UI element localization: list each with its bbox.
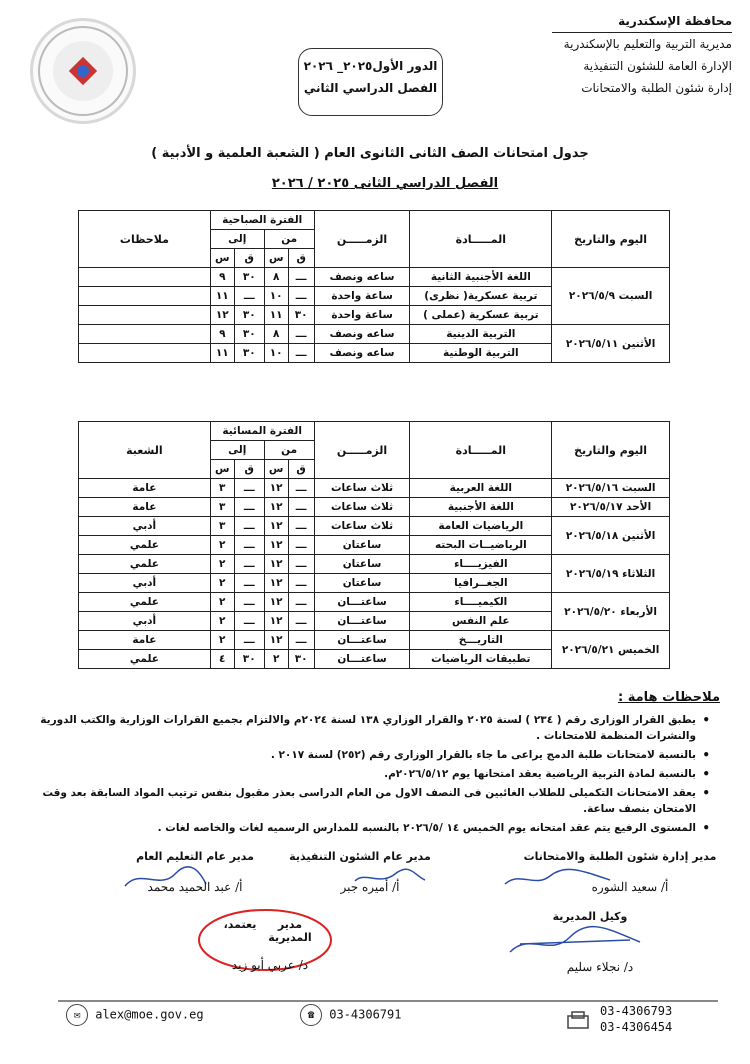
governorate: محافظة الإسكندرية	[552, 10, 732, 33]
to-hour: ٩	[210, 325, 234, 344]
col-period: الفترة المسائية	[210, 422, 314, 441]
to-min: ٣٠	[234, 268, 264, 287]
from-min: ـــ	[288, 268, 314, 287]
subject-cell: التاريـــخ	[410, 631, 552, 650]
subject-cell: اللغة العربية	[410, 479, 552, 498]
from-min: ـــ	[288, 536, 314, 555]
page-title: جدول امتحانات الصف الثانى الثانوى العام ( الشعبة العلمية و الأدبية )	[151, 146, 589, 161]
to-min: ـــ	[234, 612, 264, 631]
from-hour: ١٢	[264, 593, 288, 612]
exam-round: الدور الأول٢٠٢٥_ ٢٠٢٦	[303, 59, 438, 73]
subject-cell: التربية الوطنية	[410, 344, 552, 363]
notes-list	[32, 712, 712, 839]
from-min: ـــ	[288, 612, 314, 631]
to-min: ـــ	[234, 574, 264, 593]
col-notes: ملاحظات	[79, 211, 211, 268]
morning-schedule-table	[78, 210, 670, 363]
from-hour: ١٢	[264, 517, 288, 536]
col-to-min: ق	[234, 249, 264, 268]
col-to-min: ق	[234, 460, 264, 479]
table-row	[79, 479, 670, 498]
from-hour: ١٢	[264, 555, 288, 574]
from-min: ـــ	[288, 287, 314, 306]
note-item: • يطبق القرار الوزارى رقم ( ٢٣٤ ) لسنة ٢٠٢٥ والقرار الوزاري ١٣٨ لسنة ٢٠٢٤م والالتزام بجميع القرارات الوزارية والكتب الدورية والنشرات المنظمة للامتحانات .	[32, 712, 696, 744]
subject-cell: التربية الدينية	[410, 325, 552, 344]
day-cell: الأحد ٢٠٢٦/٥/١٧	[552, 498, 670, 517]
branch-cell: علمي	[79, 650, 211, 669]
subject-cell: اللغة الأجنبية	[410, 498, 552, 517]
subject-cell: الكيميــــاء	[410, 593, 552, 612]
sig3-name: أ/ عبد الحميد محمد	[147, 880, 243, 894]
duration-cell: ساعتـــان	[314, 612, 410, 631]
fax-icon	[566, 1010, 590, 1036]
footer-phone[interactable]	[300, 1004, 401, 1026]
from-min: ـــ	[288, 574, 314, 593]
subject-cell: اللغة الأجنبية الثانية	[410, 268, 552, 287]
from-min: ـــ	[288, 325, 314, 344]
note-cell	[79, 306, 211, 325]
branch-cell: علمي	[79, 593, 211, 612]
to-hour: ٢	[210, 574, 234, 593]
note-item: • المستوى الرفيع يتم عقد امتحانه يوم الخميس ١٤ /٢٠٢٦/٥ بالنسبه للمدارس الرسميه لغات والخاصه لغات .	[32, 820, 696, 836]
table-row	[79, 593, 670, 612]
table-row	[79, 325, 670, 344]
to-hour: ٢	[210, 555, 234, 574]
branch-cell: أدبي	[79, 517, 211, 536]
exam-round-box	[298, 48, 443, 116]
from-hour: ١٢	[264, 574, 288, 593]
col-from-hour: س	[264, 249, 288, 268]
duration-cell: ساعه ونصف	[314, 325, 410, 344]
note-cell	[79, 268, 211, 287]
duration-cell: ساعة واحدة	[314, 306, 410, 325]
table-row	[79, 268, 670, 287]
subject-cell: الرياضيــات البحته	[410, 536, 552, 555]
from-min: ٣٠	[288, 650, 314, 669]
to-min: ٣٠	[234, 325, 264, 344]
col-from-min: ق	[288, 249, 314, 268]
sig1-name: أ/ سعيد الشوره	[591, 880, 669, 894]
from-hour: ٢	[264, 650, 288, 669]
branch-cell: عامة	[79, 631, 211, 650]
email-text: alex@moe.gov.eg	[95, 1007, 204, 1022]
table-row	[79, 555, 670, 574]
from-hour: ٨	[264, 325, 288, 344]
subject-cell: علم النفس	[410, 612, 552, 631]
duration-cell: ساعه ونصف	[314, 344, 410, 363]
note-cell	[79, 325, 211, 344]
page-subtitle: الفصل الدراسي الثانى ٢٠٢٥ / ٢٠٢٦	[271, 176, 499, 191]
day-cell: الثلاثاء ٢٠٢٦/٥/١٩	[552, 555, 670, 593]
duration-cell: ساعه ونصف	[314, 268, 410, 287]
to-hour: ٣	[210, 517, 234, 536]
from-min: ـــ	[288, 593, 314, 612]
to-hour: ٢	[210, 631, 234, 650]
duration-cell: ساعتان	[314, 574, 410, 593]
duration-cell: ساعتـــان	[314, 650, 410, 669]
branch-cell: عامة	[79, 498, 211, 517]
logo	[30, 18, 136, 124]
col-subject: المـــــادة	[410, 211, 552, 268]
to-hour: ١٢	[210, 306, 234, 325]
day-cell: السبت ٢٠٢٦/٥/٩	[552, 268, 670, 325]
col-subject: المـــــادة	[410, 422, 552, 479]
from-hour: ١٢	[264, 498, 288, 517]
to-min: ٣٠	[234, 650, 264, 669]
sig4-name: د/ نجلاء سليم	[566, 960, 634, 974]
to-min: ـــ	[234, 631, 264, 650]
to-min: ـــ	[234, 536, 264, 555]
from-hour: ٨	[264, 268, 288, 287]
branch-cell: أدبي	[79, 612, 211, 631]
from-min: ـــ	[288, 517, 314, 536]
col-to: إلى	[210, 230, 264, 249]
to-hour: ٢	[210, 536, 234, 555]
to-hour: ٣	[210, 479, 234, 498]
from-hour: ١١	[264, 306, 288, 325]
branch-cell: علمي	[79, 555, 211, 574]
sig5-name: د/ عربي أبو زيد	[231, 958, 309, 972]
subject-cell: الجغــرافيا	[410, 574, 552, 593]
note-cell	[79, 344, 211, 363]
subject-cell: تطبيقات الرياضيات	[410, 650, 552, 669]
to-hour: ٢	[210, 593, 234, 612]
sig2-name: أ/ أميره جبر	[340, 880, 400, 894]
from-hour: ١٢	[264, 479, 288, 498]
col-from-min: ق	[288, 460, 314, 479]
to-min: ٣٠	[234, 344, 264, 363]
fax-number-2: 03-4306454	[600, 1020, 673, 1034]
from-min: ـــ	[288, 555, 314, 574]
from-min: ٣٠	[288, 306, 314, 325]
col-from: من	[264, 230, 314, 249]
to-hour: ٣	[210, 498, 234, 517]
fax-number-1: 03-4306793	[600, 1004, 673, 1018]
email-icon: ✉	[66, 1004, 88, 1026]
col-duration: الزمـــــن	[314, 422, 410, 479]
duration-cell: ساعة واحدة	[314, 287, 410, 306]
day-cell: الأربعاء ٢٠٢٦/٥/٢٠	[552, 593, 670, 631]
duration-cell: ثلاث ساعات	[314, 498, 410, 517]
to-min: ـــ	[234, 517, 264, 536]
from-hour: ١٢	[264, 536, 288, 555]
to-hour: ٩	[210, 268, 234, 287]
subject-cell: تربية عسكرية( نظرى)	[410, 287, 552, 306]
day-cell: الخميس ٢٠٢٦/٥/٢١	[552, 631, 670, 669]
sig3-title: مدير عام التعليم العام	[136, 850, 254, 863]
day-cell: السبت ٢٠٢٦/٥/١٦	[552, 479, 670, 498]
sig1-title: مدير إدارة شئون الطلبة والامتحانات	[523, 850, 717, 863]
note-item: • بالنسبة لامتحانات طلبة الدمج يراعى ما جاء بالقرار الوزارى رقم (٢٥٢) لسنة ٢٠١٧ .	[32, 747, 696, 763]
from-min: ـــ	[288, 498, 314, 517]
sig2-title: مدير عام الشئون التنفيذية	[289, 850, 431, 863]
from-min: ـــ	[288, 631, 314, 650]
semester: الفصل الدراسي الثاني	[303, 81, 438, 95]
to-min: ـــ	[234, 555, 264, 574]
subject-cell: الفيزيــــاء	[410, 555, 552, 574]
col-to: إلى	[210, 441, 264, 460]
duration-cell: ثلاث ساعات	[314, 479, 410, 498]
to-min: ـــ	[234, 593, 264, 612]
duration-cell: ساعتـــان	[314, 593, 410, 612]
from-hour: ١٢	[264, 631, 288, 650]
duration-cell: ساعتان	[314, 555, 410, 574]
to-min: ٣٠	[234, 306, 264, 325]
col-day: اليوم والتاريخ	[552, 211, 670, 268]
note-cell	[79, 287, 211, 306]
day-cell: الأثنين ٢٠٢٦/٥/١٨	[552, 517, 670, 555]
to-hour: ٤	[210, 650, 234, 669]
duration-cell: ثلاث ساعات	[314, 517, 410, 536]
note-item: • يعقد الامتحانات التكميلى للطلاب الغائبين فى النصف الاول من العام الدراسى بعذر مقبول بنفس ترتيب المواد السابقة بعد وقت الامتحان بنصف ساعة.	[32, 785, 696, 817]
table-row	[79, 631, 670, 650]
table-row	[79, 517, 670, 536]
col-branch: الشعبة	[79, 422, 211, 479]
from-hour: ١٠	[264, 344, 288, 363]
col-from: من	[264, 441, 314, 460]
subject-cell: الرياضيات العامة	[410, 517, 552, 536]
to-hour: ١١	[210, 287, 234, 306]
phone-icon: ☎	[300, 1004, 322, 1026]
note-item: • بالنسبة لمادة التربية الرياضية يعقد امتحانها يوم ٢٠٢٦/٥/١٢م.	[32, 766, 696, 782]
from-min: ـــ	[288, 344, 314, 363]
to-min: ـــ	[234, 287, 264, 306]
from-min: ـــ	[288, 479, 314, 498]
footer-email[interactable]	[66, 1004, 204, 1026]
dept-name: إدارة شئون الطلبة والامتحانات	[581, 81, 732, 95]
directorate: مديرية التربية والتعليم بالإسكندرية	[563, 37, 732, 51]
duration-cell: ساعتـــان	[314, 631, 410, 650]
day-cell: الأثنين ٢٠٢٦/٥/١١	[552, 325, 670, 363]
sig4-title: وكيل المديرية	[552, 910, 628, 923]
col-period: الفترة الصباحية	[210, 211, 314, 230]
to-hour: ٢	[210, 612, 234, 631]
to-hour: ١١	[210, 344, 234, 363]
sig5-title: مدير المديرية	[268, 918, 312, 944]
header-block	[502, 10, 732, 99]
branch-cell: أدبي	[79, 574, 211, 593]
evening-schedule-table	[78, 421, 670, 669]
col-from-hour: س	[264, 460, 288, 479]
phone-text: 03-4306791	[329, 1007, 402, 1022]
admin-name: الإدارة العامة للشئون التنفيذية	[583, 59, 732, 73]
branch-cell: علمي	[79, 536, 211, 555]
col-duration: الزمـــــن	[314, 211, 410, 268]
signature-scribble-4	[500, 922, 650, 962]
subject-cell: تربية عسكرية (عملى )	[410, 306, 552, 325]
to-min: ـــ	[234, 479, 264, 498]
col-day: اليوم والتاريخ	[552, 422, 670, 479]
branch-cell: عامة	[79, 479, 211, 498]
duration-cell: ساعتان	[314, 536, 410, 555]
notes-title: ملاحظات هامة :	[618, 690, 720, 705]
from-hour: ١٠	[264, 287, 288, 306]
sig5-approve: يعتمد،	[223, 918, 257, 931]
from-hour: ١٢	[264, 612, 288, 631]
col-to-hour: س	[210, 249, 234, 268]
table-row	[79, 498, 670, 517]
col-to-hour: س	[210, 460, 234, 479]
to-min: ـــ	[234, 498, 264, 517]
